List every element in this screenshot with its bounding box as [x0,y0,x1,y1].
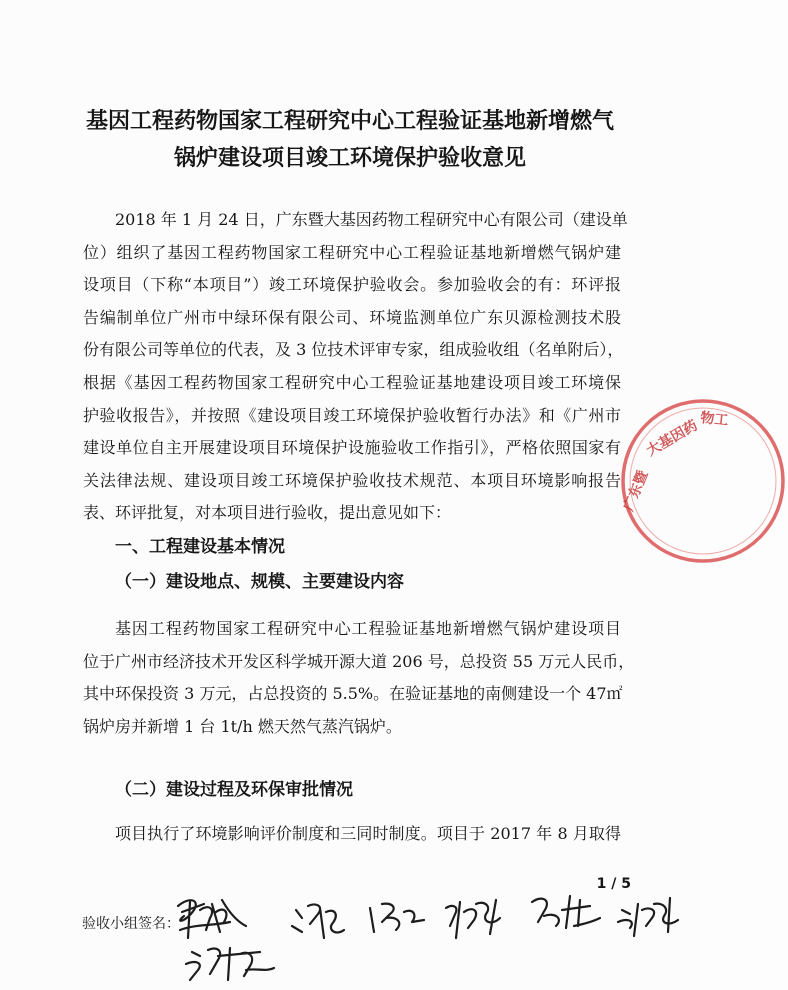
location-paragraph [83,613,635,743]
svg-text:大基因药: 大基因药 [644,417,701,460]
section-heading-1: 一、工程建设基本情况 [115,537,285,557]
paragraph-line: 根据《基因工程药物国家工程研究中心工程验证基地建设项目竣工环境保 [83,372,621,392]
paragraph-line: 基因工程药物国家工程研究中心工程验证基地新增燃气锅炉建设项目 [115,619,621,638]
document-title-line-1: 基因工程药物国家工程研究中心工程验证基地新增燃气 [85,108,614,134]
handwritten-signatures [160,852,700,990]
paragraph-line: 其中环保投资 3 万元，占总投资的 5.5%。在验证基地的南侧建设一个 47㎡ [83,684,623,704]
document-title-line-2: 锅炉建设项目竣工环境保护验收意见 [173,145,526,171]
intro-paragraph [83,204,628,530]
paragraph-line: 份有限公司等单位的代表，及 3 位技术评审专家，组成验收组（名单附后）， [83,340,624,360]
paragraph-line: 位）组织了基因工程药物国家工程研究中心工程验证基地新增燃气锅炉建 [83,242,621,262]
paragraph-line: 建设单位自主开展建设项目环境保护设施验收工作指引》，严格依照国家有 [83,438,621,458]
paragraph-line: 表、环评批复，对本项目进行验收，提出意见如下： [83,503,452,523]
company-seal [618,396,788,566]
signature-label: 验收小组签名： [82,916,180,932]
paragraph-line: 2018 年 1 月 24 日，广东暨大基因药物工程研究中心有限公司（建设单 [115,210,628,229]
approval-paragraph [83,818,621,851]
svg-text:广东暨: 广东暨 [620,468,652,514]
paragraph-line: 位于广州市经济技术开发区科学城开源大道 206 号，总投资 55 万元人民币， [83,651,635,671]
paragraph-line: 告编制单位广州市中绿环保有限公司、环境监测单位广东贝源检测技术股 [83,307,621,327]
paragraph-line: 项目执行了环境影响评价制度和三同时制度。项目于 2017 年 8 月取得 [115,824,621,843]
page-number: 1 / 5 [596,876,631,892]
subsection-heading-1: （一）建设地点、规模、主要建设内容 [115,572,404,592]
svg-text:物工: 物工 [699,410,730,429]
paragraph-line: 关法律法规、建设项目竣工环境保护验收技术规范、本项目环境影响报告 [83,470,621,490]
paragraph-line: 锅炉房并新增 1 台 1t/h 燃天然气蒸汽锅炉。 [83,716,402,736]
subsection-heading-2: （二）建设过程及环保审批情况 [115,780,353,800]
paragraph-line: 护验收报告》，并按照《建设项目竣工环境保护验收暂行办法》和《广州市 [83,405,621,425]
paragraph-line: 设项目（下称“本项目”）竣工环境保护验收会。参加验收会的有：环评报 [83,275,621,295]
